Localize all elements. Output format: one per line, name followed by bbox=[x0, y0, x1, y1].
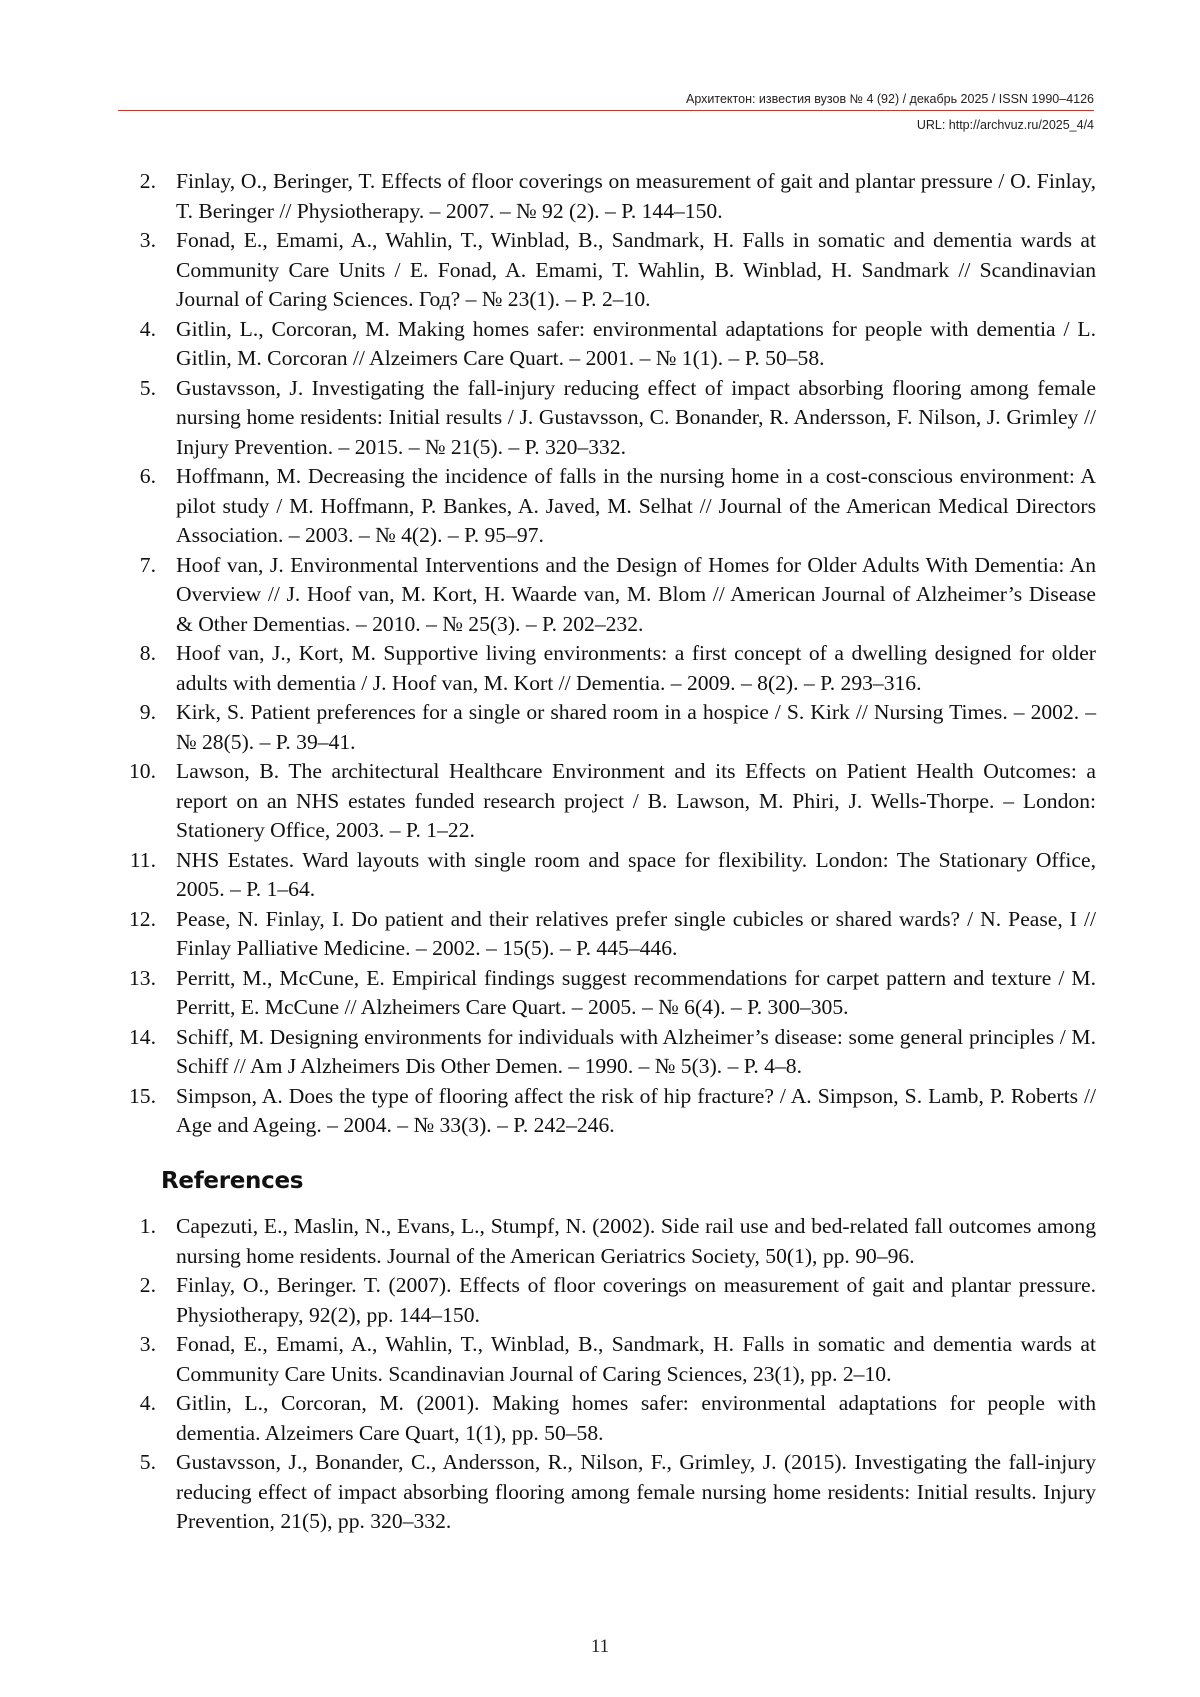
bibliography-item-text: Gustavsson, J. Investigating the fall-injury reducing effect of impact absorbing flooring among female nursing home residents: Initial results / J. Gustavsson, C. Bonander, R. Andersson, F. Nilson, J. Grimley // Injury Prevention. – 2015. – № 21(5). – P. 320–332. bbox=[176, 375, 1096, 459]
bibliography-item bbox=[116, 846, 1096, 905]
bibliography-item-text: Fonad, E., Emami, A., Wahlin, T., Winblad, B., Sandmark, H. Falls in somatic and dementia wards at Community Care Units / E. Fonad, A. Emami, T. Wahlin, B. Winblad, H. Sandmark // Scandinavian Journal of Caring Sciences. Год? – № 23(1). – P. 2–10. bbox=[176, 228, 1096, 311]
reference-item-text: Finlay, O., Beringer. T. (2007). Effects of floor coverings on measurement of gait and plantar pressure. Physiotherapy, 92(2), pp. 144–150. bbox=[176, 1273, 1096, 1327]
reference-item-text: Capezuti, E., Maslin, N., Evans, L., Stumpf, N. (2002). Side rail use and bed-related fall outcomes among nursing home residents. Journal of the American Geriatrics Society, 50(1), pp. 90–96. bbox=[176, 1214, 1096, 1268]
bibliography-item-text: Kirk, S. Patient preferences for a single or shared room in a hospice / S. Kirk // Nursing Times. – 2002. – № 28(5). – P. 39–41. bbox=[176, 700, 1096, 754]
bibliography-item bbox=[116, 1082, 1096, 1141]
reference-item bbox=[116, 1271, 1096, 1330]
reference-item-number: 5. bbox=[139, 1450, 156, 1474]
bibliography-item bbox=[116, 1023, 1096, 1082]
bibliography-item-number: 15. bbox=[129, 1083, 156, 1108]
journal-title: Архитектон: известия вузов № 4 (92) / декабрь 2025 / ISSN 1990–4126 bbox=[686, 92, 1094, 106]
bibliography-item-number: 11. bbox=[129, 847, 156, 872]
bibliography-list bbox=[116, 167, 1096, 1141]
bibliography-item-text: Schiff, M. Designing environments for individuals with Alzheimer’s disease: some general principles / M. Schiff // Am J Alzheimers Dis Other Demen. – 1990. – № 5(3). – P. 4–8. bbox=[176, 1024, 1096, 1078]
bibliography-item-text: Hoof van, J. Environmental Interventions and the Design of Homes for Older Adults With Dementia: An Overview // J. Hoof van, M. Kort, H. Waarde van, M. Blom // American Journal of Alzheimer’s Disease & Other Dementias. – 2010. – № 25(3). – P. 202–232. bbox=[176, 552, 1096, 636]
bibliography-item bbox=[116, 698, 1096, 757]
bibliography-item-text: Perritt, M., McCune, E. Empirical findings suggest recommendations for carpet pattern and texture / M. Perritt, E. McCune // Alzheimers Care Quart. – 2005. – № 6(4). – P. 300–305. bbox=[176, 965, 1096, 1019]
bibliography-item bbox=[116, 462, 1096, 551]
bibliography-item bbox=[116, 167, 1096, 226]
reference-item bbox=[116, 1330, 1096, 1389]
reference-item bbox=[116, 1212, 1096, 1271]
reference-item-text: Fonad, E., Emami, A., Wahlin, T., Winblad, B., Sandmark, H. Falls in somatic and dementia wards at Community Care Units. Scandinavian Journal of Caring Sciences, 23(1), pp. 2–10. bbox=[176, 1332, 1096, 1386]
bibliography-item bbox=[116, 964, 1096, 1023]
reference-item-number: 4. bbox=[139, 1391, 156, 1415]
bibliography-item-number: 6. bbox=[139, 464, 156, 488]
bibliography-item-number: 7. bbox=[139, 552, 156, 577]
bibliography-item bbox=[116, 905, 1096, 964]
bibliography-item-number: 10. bbox=[129, 759, 156, 783]
bibliography-item-text: Hoffmann, M. Decreasing the incidence of falls in the nursing home in a cost-conscious environment: A pilot study / M. Hoffmann, P. Bankes, A. Javed, M. Selhat // Journal of the American Medical Directors Association. – 2003. – № 4(2). – P. 95–97. bbox=[176, 464, 1096, 547]
bibliography-item-text: NHS Estates. Ward layouts with single room and space for flexibility. London: The Stationary Office, 2005. – P. 1–64. bbox=[176, 847, 1096, 901]
bibliography-item-number: 2. bbox=[139, 169, 156, 193]
bibliography-item bbox=[116, 226, 1096, 315]
bibliography-item-number: 12. bbox=[129, 906, 156, 931]
reference-item-text: Gustavsson, J., Bonander, C., Andersson, R., Nilson, F., Grimley, J. (2015). Investigating the fall-injury reducing effect of impact absorbing flooring among female nursing home residents: Initial results. Injury Prevention, 21(5), pp. 320–332. bbox=[176, 1450, 1096, 1533]
journal-url: URL: http://archvuz.ru/2025_4/4 bbox=[916, 118, 1094, 132]
bibliography-item-text: Finlay, O., Beringer, T. Effects of floor coverings on measurement of gait and plantar pressure / O. Finlay, T. Beringer // Physiotherapy. – 2007. – № 92 (2). – P. 144–150. bbox=[176, 169, 1096, 223]
reference-item-number: 2. bbox=[139, 1273, 156, 1297]
bibliography-item-text: Simpson, A. Does the type of flooring affect the risk of hip fracture? / A. Simpson, S. Lamb, P. Roberts // Age and Ageing. – 2004. – № 33(3). – P. 242–246. bbox=[176, 1083, 1096, 1137]
reference-item bbox=[116, 1448, 1096, 1537]
bibliography-item bbox=[116, 757, 1096, 846]
bibliography-item bbox=[116, 315, 1096, 374]
bibliography-item-number: 9. bbox=[139, 700, 156, 724]
references-heading: References bbox=[161, 1168, 304, 1194]
bibliography-item bbox=[116, 551, 1096, 640]
header-divider bbox=[118, 110, 1094, 111]
bibliography-item bbox=[116, 374, 1096, 463]
bibliography-item-text: Lawson, B. The architectural Healthcare Environment and its Effects on Patient Health Outcomes: a report on an NHS estates funded research project / B. Lawson, M. Phiri, J. Wells-Thorpe. – London: Stationery Office, 2003. – P. 1–22. bbox=[176, 759, 1096, 842]
reference-item-number: 1. bbox=[139, 1214, 156, 1238]
bibliography-item-number: 13. bbox=[129, 965, 156, 990]
bibliography-item-number: 8. bbox=[139, 641, 156, 665]
bibliography-item-text: Hoof van, J., Kort, M. Supportive living environments: a first concept of a dwelling designed for older adults with dementia / J. Hoof van, M. Kort // Dementia. – 2009. – 8(2). – P. 293–316. bbox=[176, 641, 1096, 695]
bibliography-item-number: 14. bbox=[129, 1024, 156, 1049]
bibliography-item-text: Gitlin, L., Corcoran, M. Making homes safer: environmental adaptations for people with dementia / L. Gitlin, M. Corcoran // Alzeimers Care Quart. – 2001. – № 1(1). – P. 50–58. bbox=[176, 316, 1096, 370]
bibliography-item-number: 3. bbox=[139, 228, 156, 252]
reference-item bbox=[116, 1389, 1096, 1448]
page-number: 11 bbox=[590, 1636, 610, 1657]
bibliography-item-number: 5. bbox=[139, 375, 156, 400]
bibliography-item-number: 4. bbox=[139, 316, 156, 341]
bibliography-item bbox=[116, 639, 1096, 698]
reference-item-number: 3. bbox=[139, 1332, 156, 1356]
page-header bbox=[118, 90, 1094, 134]
reference-item-text: Gitlin, L., Corcoran, M. (2001). Making homes safer: environmental adaptations for people with dementia. Alzeimers Care Quart, 1(1), pp. 50–58. bbox=[176, 1391, 1096, 1445]
references-list bbox=[116, 1212, 1096, 1537]
bibliography-item-text: Pease, N. Finlay, I. Do patient and their relatives prefer single cubicles or shared wards? / N. Pease, I // Finlay Palliative Medicine. – 2002. – 15(5). – P. 445–446. bbox=[176, 906, 1096, 960]
